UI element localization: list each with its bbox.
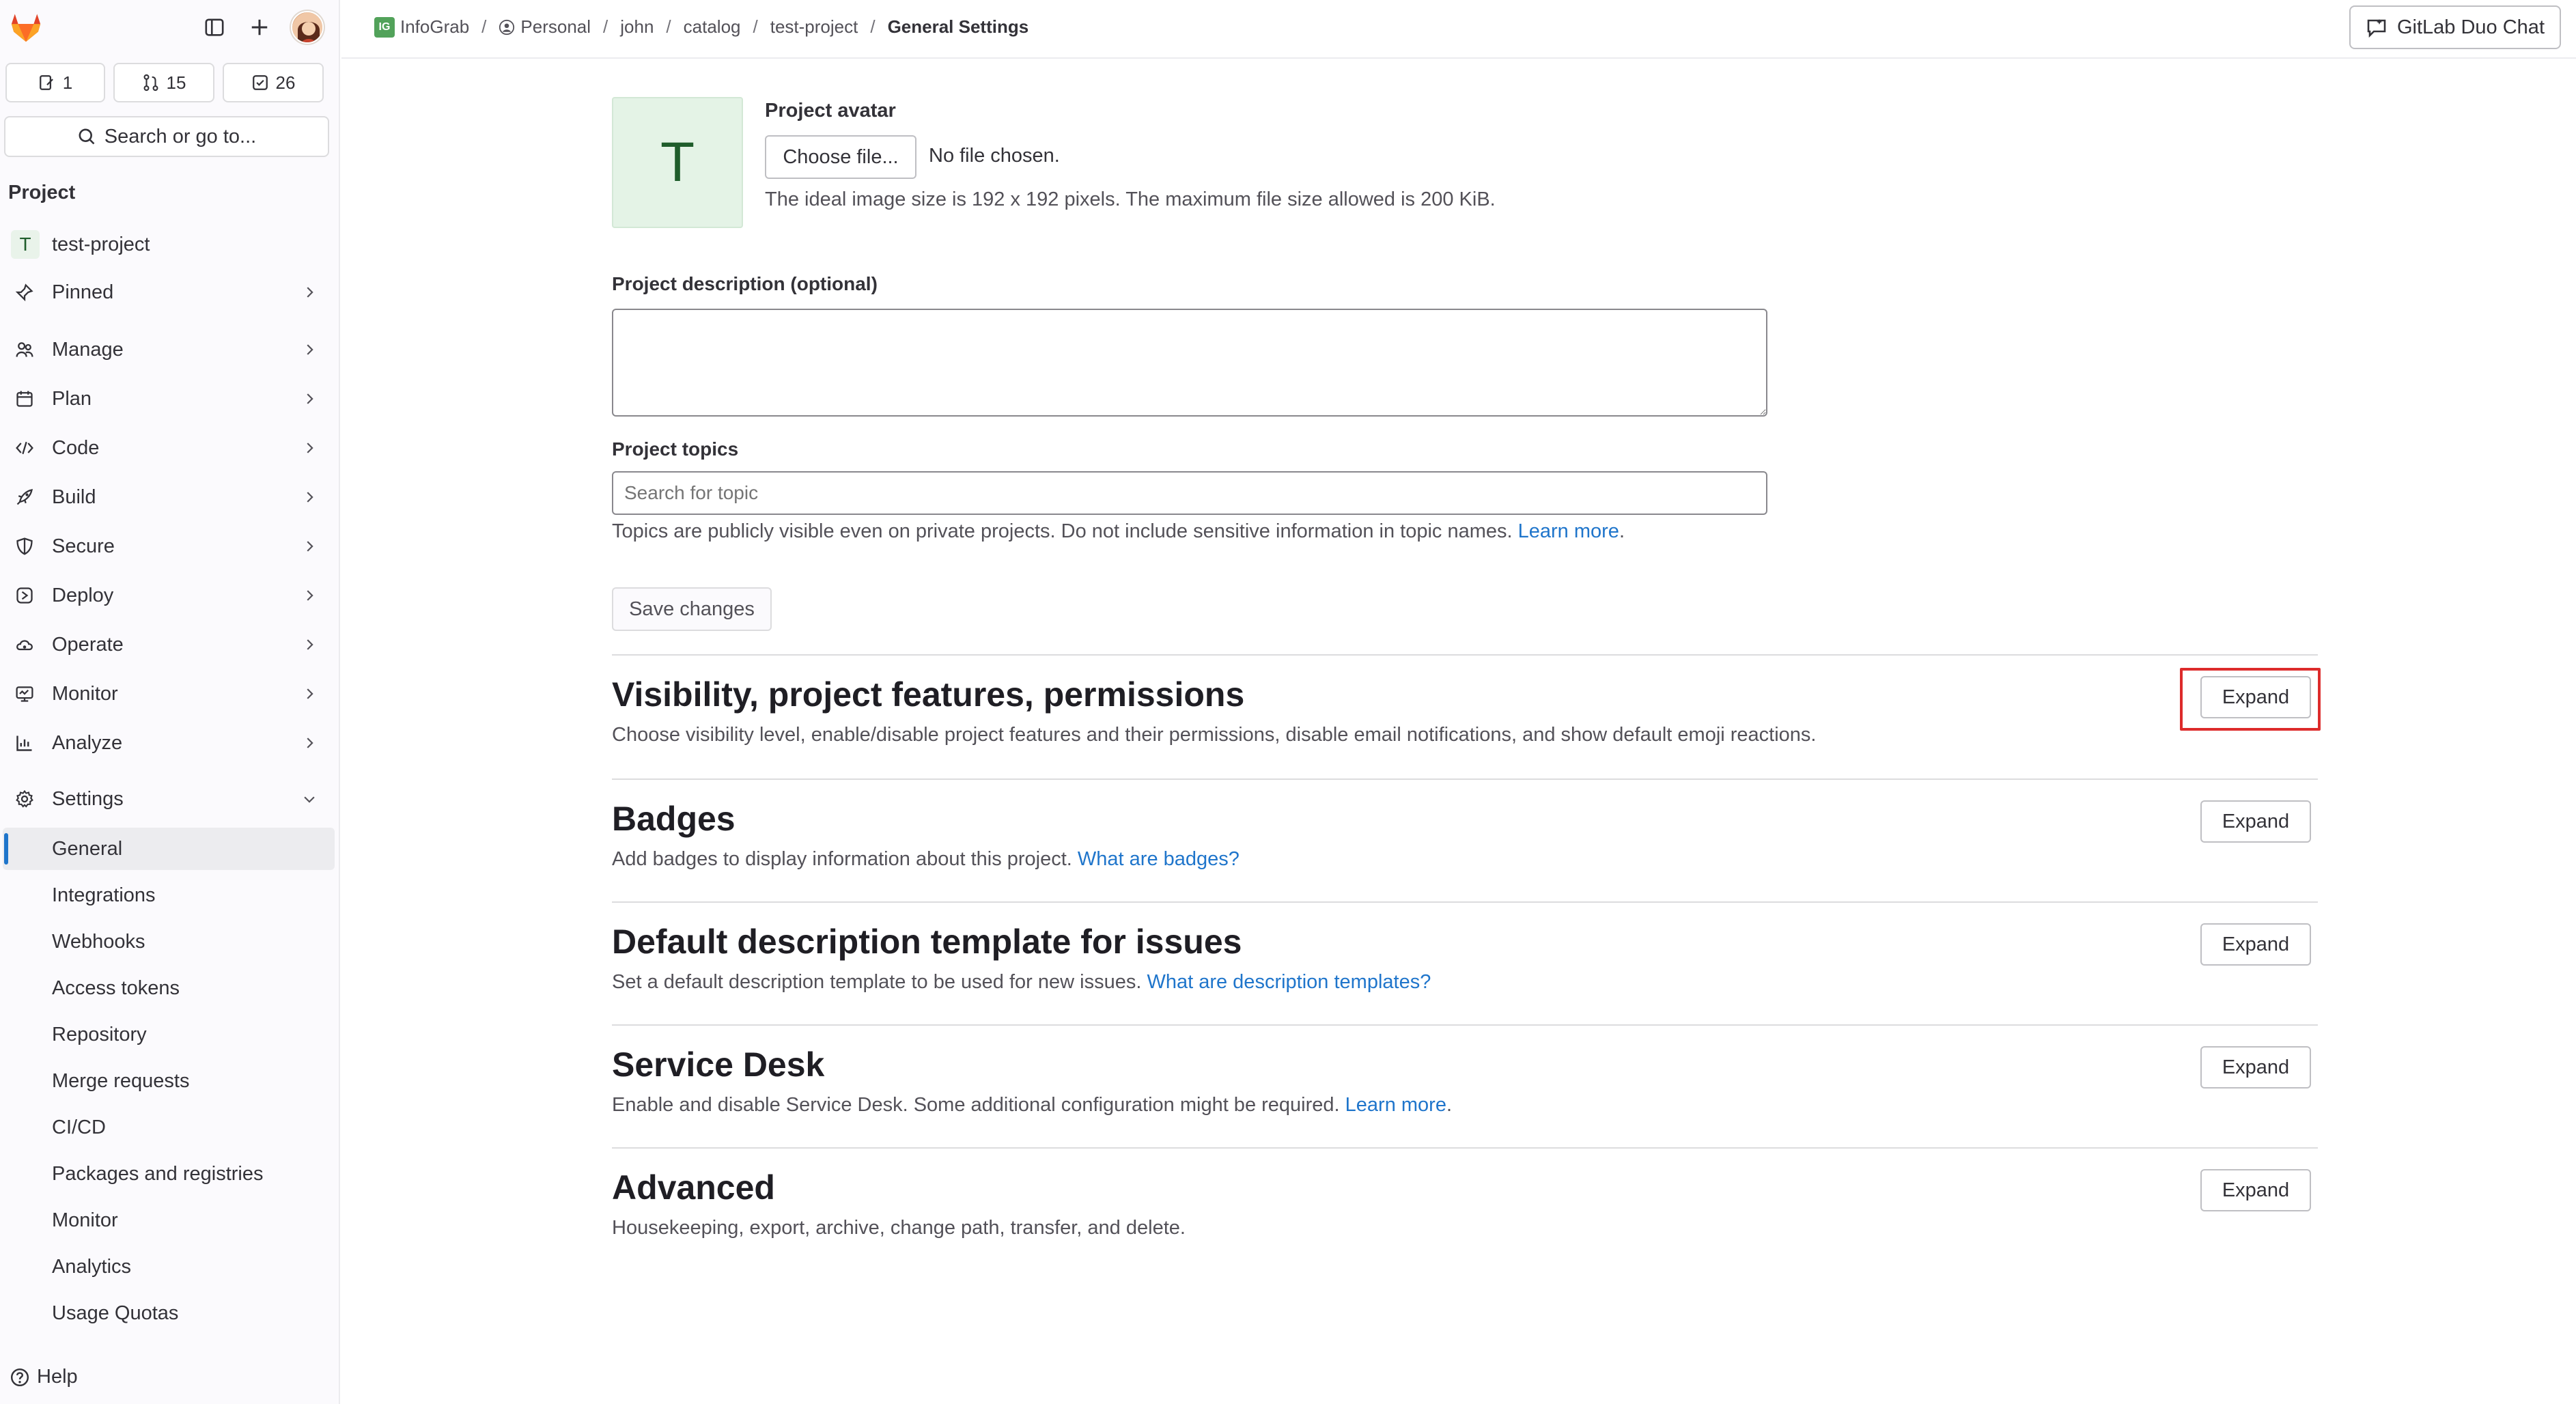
merge-requests-counter[interactable]: [113, 63, 214, 102]
section-description-text: Set a default description template to be used for new issues.: [612, 971, 1142, 993]
avatar-label: Project avatar: [765, 100, 896, 122]
project-avatar-preview: T: [612, 97, 743, 228]
cloud-icon: [12, 635, 37, 654]
help-icon: [10, 1367, 30, 1388]
section-description-text: Enable and disable Service Desk. Some additional configuration might be required.: [612, 1094, 1340, 1116]
settings-item-merge-requests[interactable]: Merge requests: [52, 1069, 190, 1092]
plus-icon[interactable]: [246, 14, 273, 41]
sidebar-item-label: Operate: [52, 633, 124, 656]
chevron-down-icon: [302, 789, 317, 812]
expand-button[interactable]: Expand: [2200, 1046, 2311, 1089]
chevron-right-icon: [302, 684, 317, 707]
breadcrumb-item-group[interactable]: [374, 16, 469, 38]
todos-counter[interactable]: [223, 63, 324, 102]
sidebar-item-settings[interactable]: [3, 778, 335, 819]
settings-item-access-tokens[interactable]: Access tokens: [52, 977, 180, 999]
breadcrumb-item-john[interactable]: john: [620, 16, 654, 37]
section-description: [612, 848, 1240, 871]
section-description: Housekeeping, export, archive, change path, transfer, and delete.: [612, 1217, 1186, 1239]
description-label: Project description (optional): [612, 273, 878, 294]
expand-button[interactable]: Expand: [2200, 800, 2311, 843]
user-icon: [499, 19, 515, 36]
breadcrumb-separator: /: [481, 16, 487, 37]
section-description-template: [612, 901, 2318, 1024]
breadcrumb: [374, 16, 1028, 38]
project-badge: T: [11, 230, 40, 259]
settings-item-ci-cd[interactable]: CI/CD: [52, 1116, 106, 1138]
avatar-help-text: The ideal image size is 192 x 192 pixels. The maximum file size allowed is 200 KiB.: [765, 188, 1496, 210]
chevron-right-icon: [302, 733, 317, 756]
gear-icon: [12, 789, 37, 809]
topics-learn-more-link[interactable]: Learn more: [1517, 520, 1619, 542]
issues-count: 1: [62, 72, 73, 93]
sidebar-item-label: Analyze: [52, 731, 123, 754]
breadcrumb-item-catalog[interactable]: catalog: [683, 16, 741, 37]
section-badges: [612, 778, 2318, 901]
breadcrumb-item-personal[interactable]: [499, 16, 591, 38]
chevron-right-icon: [302, 586, 317, 608]
sidebar-item-label: Pinned: [52, 281, 114, 303]
top-bar: [341, 0, 2576, 59]
chevron-right-icon: [302, 340, 317, 363]
topics-help-text: Topics are publicly visible even on private projects. Do not include sensitive information in topic names.: [612, 520, 1513, 542]
breadcrumb-separator: /: [666, 16, 671, 37]
section-title: Advanced: [612, 1168, 775, 1207]
section-advanced: [612, 1147, 2318, 1270]
sidebar-item-code[interactable]: [3, 427, 335, 468]
sidebar-toggle-icon[interactable]: [201, 14, 228, 41]
service-desk-learn-more-link[interactable]: Learn more: [1345, 1094, 1446, 1116]
breadcrumb-separator: /: [870, 16, 876, 37]
section-title: Default description template for issues: [612, 923, 1242, 961]
sidebar-section-title: Project: [8, 182, 76, 203]
badges-help-link[interactable]: What are badges?: [1077, 848, 1240, 870]
user-avatar[interactable]: [291, 11, 324, 44]
merge-request-icon: [142, 74, 160, 92]
chevron-right-icon: [302, 635, 317, 658]
todos-count: 26: [275, 72, 296, 93]
templates-help-link[interactable]: What are description templates?: [1147, 971, 1431, 993]
sidebar-item-label: Monitor: [52, 682, 118, 705]
topics-label: Project topics: [612, 438, 739, 460]
sidebar-item-project[interactable]: [3, 224, 335, 265]
topics-search-input[interactable]: [612, 471, 1767, 515]
expand-button[interactable]: Expand: [2200, 676, 2311, 718]
monitor-icon: [12, 684, 37, 703]
sidebar-item-label: Plan: [52, 387, 92, 410]
issues-icon: [38, 74, 56, 92]
description-textarea[interactable]: [612, 309, 1767, 417]
sidebar-item-label: Code: [52, 436, 100, 459]
chevron-right-icon: [302, 438, 317, 461]
sidebar-item-manage[interactable]: [3, 329, 335, 370]
sidebar-item-build[interactable]: [3, 477, 335, 518]
topics-help: [612, 520, 1625, 543]
pin-icon: [12, 283, 37, 302]
search-icon: [77, 127, 96, 146]
todo-icon: [251, 74, 269, 92]
save-changes-button[interactable]: Save changes: [612, 587, 772, 631]
sidebar-item-monitor[interactable]: [3, 673, 335, 714]
section-title: Service Desk: [612, 1045, 825, 1084]
issues-counter[interactable]: [5, 63, 105, 102]
sidebar-item-label: Build: [52, 486, 96, 508]
period: .: [1619, 520, 1625, 542]
calendar-icon: [12, 389, 37, 408]
settings-item-integrations[interactable]: Integrations: [52, 884, 156, 906]
choose-file-button[interactable]: Choose file...: [765, 135, 916, 179]
sidebar: [0, 0, 340, 1404]
settings-item-general[interactable]: General: [3, 828, 335, 870]
sidebar-item-label: Secure: [52, 535, 115, 557]
breadcrumb-label: InfoGrab: [400, 16, 470, 37]
code-icon: [12, 438, 37, 458]
section-description: [612, 1094, 1452, 1117]
users-icon: [12, 340, 37, 359]
duo-chat-icon: [2366, 16, 2388, 38]
settings-item-webhooks[interactable]: Webhooks: [52, 930, 145, 953]
search-button[interactable]: [4, 116, 329, 157]
sidebar-item-deploy[interactable]: [3, 575, 335, 616]
rocket-icon: [12, 488, 37, 507]
settings-item-packages[interactable]: Packages and registries: [52, 1162, 264, 1185]
section-visibility: [612, 654, 2318, 777]
breadcrumb-item-project[interactable]: test-project: [770, 16, 858, 37]
settings-item-repository[interactable]: Repository: [52, 1023, 147, 1045]
help-link[interactable]: [10, 1366, 78, 1388]
settings-item-monitor[interactable]: Monitor: [52, 1209, 118, 1231]
help-label: Help: [37, 1366, 78, 1388]
gitlab-logo-icon[interactable]: [8, 10, 44, 45]
chevron-right-icon: [302, 283, 317, 305]
group-logo-icon: IG: [374, 17, 395, 38]
chart-icon: [12, 733, 37, 753]
breadcrumb-separator: /: [753, 16, 758, 37]
merge-requests-count: 15: [166, 72, 186, 93]
chevron-right-icon: [302, 537, 317, 559]
section-title: Badges: [612, 800, 736, 838]
section-service-desk: [612, 1024, 2318, 1147]
shield-icon: [12, 537, 37, 556]
duo-chat-button[interactable]: [2349, 5, 2561, 49]
sidebar-item-plan[interactable]: [3, 378, 335, 419]
chevron-right-icon: [302, 488, 317, 510]
sidebar-item-pinned[interactable]: [3, 272, 335, 313]
search-label: Search or go to...: [104, 125, 257, 148]
no-file-text: No file chosen.: [929, 145, 1060, 167]
sidebar-item-secure[interactable]: [3, 526, 335, 567]
sidebar-item-label: Settings: [52, 787, 124, 810]
deploy-icon: [12, 586, 37, 605]
expand-button[interactable]: Expand: [2200, 1169, 2311, 1211]
section-title: Visibility, project features, permissions: [612, 675, 1245, 714]
settings-item-analytics[interactable]: Analytics: [52, 1255, 132, 1278]
breadcrumb-current[interactable]: General Settings: [887, 16, 1029, 37]
sidebar-item-operate[interactable]: [3, 624, 335, 665]
sidebar-item-label: test-project: [52, 233, 150, 255]
section-description: Choose visibility level, enable/disable project features and their permissions, disable email notifications, and show default emoji reactions.: [612, 724, 1817, 746]
breadcrumb-separator: /: [603, 16, 608, 37]
section-description-text: Add badges to display information about this project.: [612, 848, 1072, 870]
duo-chat-label: GitLab Duo Chat: [2396, 16, 2545, 38]
sidebar-item-analyze[interactable]: [3, 722, 335, 763]
sidebar-header: [0, 0, 340, 55]
breadcrumb-label: Personal: [520, 16, 591, 37]
expand-button[interactable]: Expand: [2200, 923, 2311, 966]
sidebar-item-label: Deploy: [52, 584, 114, 606]
period: .: [1446, 1094, 1453, 1116]
settings-item-usage-quotas[interactable]: Usage Quotas: [52, 1302, 179, 1324]
sidebar-item-label: Manage: [52, 338, 124, 361]
counters: [5, 63, 324, 102]
chevron-right-icon: [302, 389, 317, 412]
section-description: [612, 971, 1431, 994]
